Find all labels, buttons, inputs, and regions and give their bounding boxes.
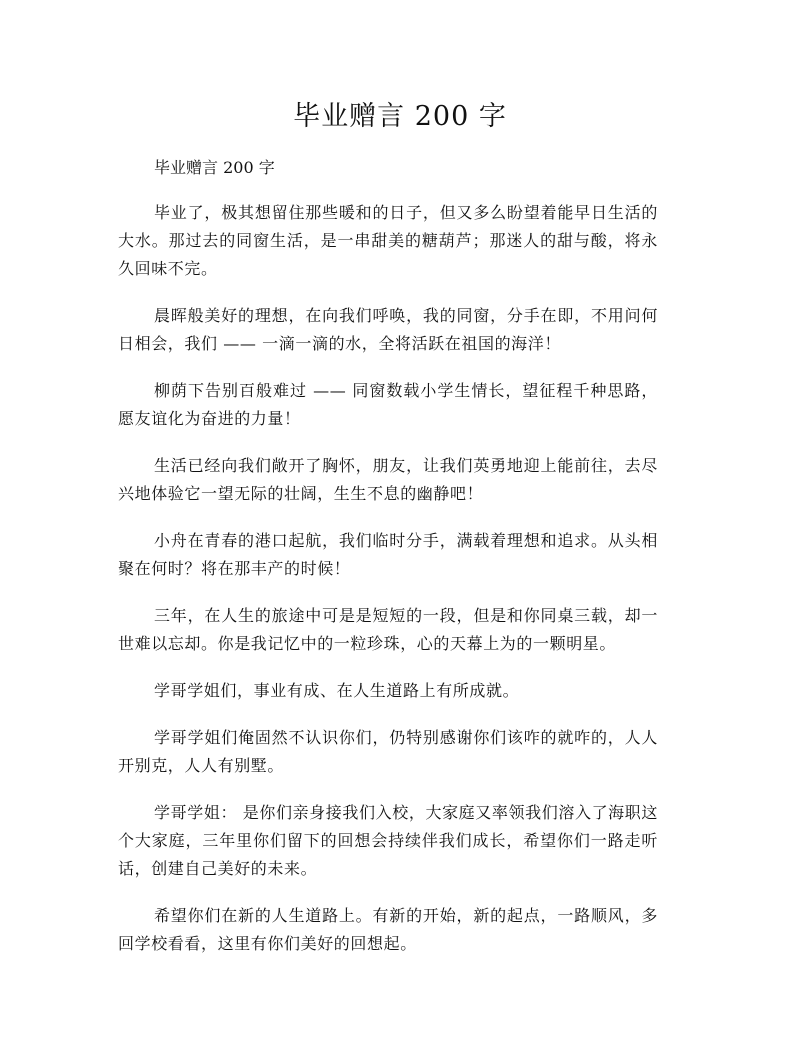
- paragraph: 学哥学姐： 是你们亲身接我们入校，大家庭又率领我们溶入了海职这个大家庭，三年里你们留下的回想会持续伴我们成长，希望你们一路走听话，创建自己美好的未来。: [118, 803, 658, 878]
- paragraph: 学哥学姐们俺固然不认识你们，仍特别感谢你们该咋的就咋的，人人开别克，人人有别墅。: [118, 728, 658, 775]
- paragraph: 希望你们在新的人生道路上。有新的开始，新的起点，一路顺风，多回学校看看，这里有你们美好的回想起。: [118, 906, 658, 953]
- page-title: 毕业赠言 200 字: [293, 101, 507, 132]
- paragraph: 柳荫下告别百般难过 —— 同窗数载小学生情长，望征程千种思路，愿友谊化为奋进的力量！: [118, 381, 658, 428]
- paragraph: 晨晖般美好的理想，在向我们呼唤，我的同窗，分手在即，不用问何日相会，我们 —— 一滴一滴的水，全将活跃在祖国的海洋！: [118, 306, 658, 353]
- paragraph: 三年，在人生的旅途中可是是短短的一段，但是和你同桌三载，却一世难以忘却。你是我记忆中的一粒珍珠，心的天幕上为的一颗明星。: [118, 606, 658, 653]
- paragraph: 毕业了，极其想留住那些暖和的日子，但又多么盼望着能早日生活的大水。那过去的同窗生活，是一串甜美的糖葫芦；那迷人的甜与酸，将永久回味不完。: [118, 203, 658, 278]
- document-body: [118, 199, 658, 977]
- paragraph: 学哥学姐们，事业有成、在人生道路上有所成就。: [154, 681, 520, 700]
- paragraph: 小舟在青春的港口起航，我们临时分手，满载着理想和追求。从头相聚在何时？将在那丰产的时候！: [118, 531, 658, 578]
- document-subtitle: 毕业赠言 200 字: [154, 158, 275, 177]
- paragraph: 生活已经向我们敞开了胸怀，朋友，让我们英勇地迎上能前往，去尽兴地体验它一望无际的壮阔，生生不息的幽静吧！: [118, 456, 658, 503]
